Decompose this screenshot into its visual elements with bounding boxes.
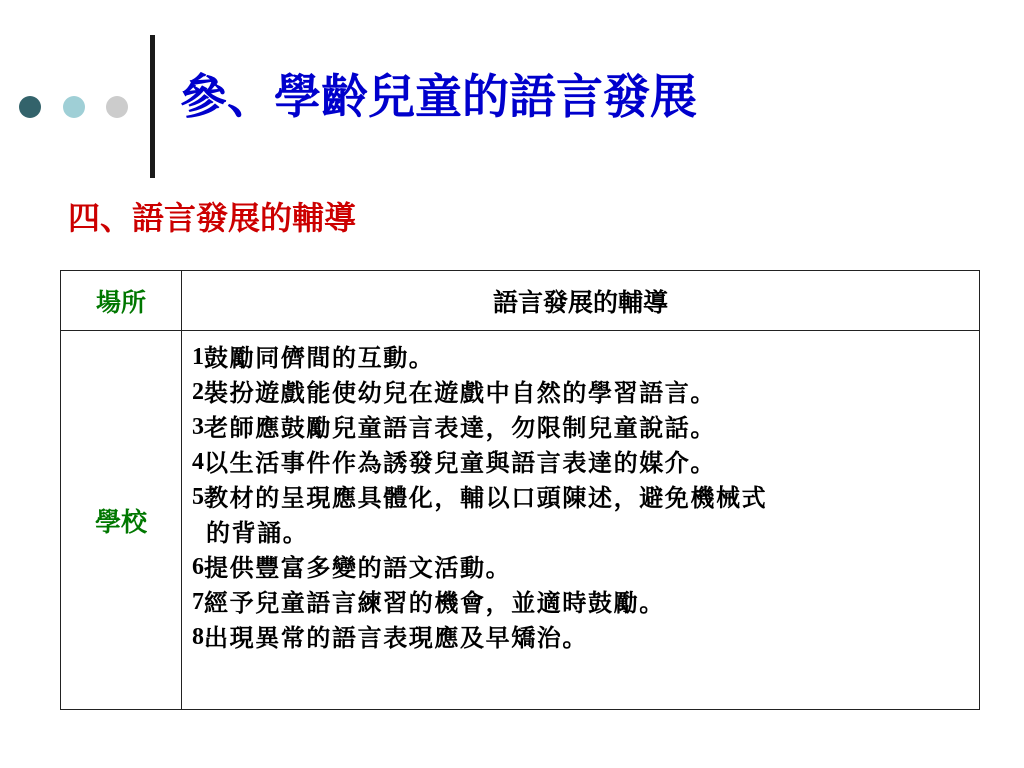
decorative-dot-dark xyxy=(19,96,41,118)
guidance-item-text: 提供豐富多變的語文活動。 xyxy=(204,553,512,582)
guidance-item-text: 經予兒童語言練習的機會，並適時鼓勵。 xyxy=(204,588,665,617)
place-cell: 學校 xyxy=(61,331,182,710)
guidance-item xyxy=(192,445,979,480)
guidance-item-number: 3 xyxy=(192,414,204,440)
guidance-item-number: 6 xyxy=(192,554,204,580)
guidance-item-number: 5 xyxy=(192,484,204,510)
table-header-row xyxy=(61,271,980,331)
guidance-item-number: 1 xyxy=(192,344,204,370)
title-divider xyxy=(150,35,155,178)
guidance-table xyxy=(60,270,980,710)
table-row xyxy=(61,331,980,710)
guidance-item-number: 7 xyxy=(192,589,204,615)
decorative-dot-light xyxy=(63,96,85,118)
slide-title: 參、學齡兒童的語言發展 xyxy=(180,70,697,125)
guidance-cell xyxy=(182,331,980,710)
table-header-guidance: 語言發展的輔導 xyxy=(182,271,980,331)
guidance-item-text: 以生活事件作為誘發兒童與語言表達的媒介。 xyxy=(204,448,716,477)
guidance-item-number: 4 xyxy=(192,449,204,475)
guidance-item-text: 教材的呈現應具體化，輔以口頭陳述，避免機械式 xyxy=(204,483,768,512)
decorative-dot-gray xyxy=(106,96,128,118)
guidance-list xyxy=(192,340,979,655)
guidance-item xyxy=(192,480,979,515)
guidance-item-text: 鼓勵同儕間的互動。 xyxy=(204,343,435,372)
guidance-item-number: 8 xyxy=(192,624,204,650)
guidance-item-number: 2 xyxy=(192,379,204,405)
guidance-item-text: 裝扮遊戲能使幼兒在遊戲中自然的學習語言。 xyxy=(204,378,716,407)
guidance-item xyxy=(192,585,979,620)
guidance-item-text: 老師應鼓勵兒童語言表達，勿限制兒童說話。 xyxy=(204,413,716,442)
guidance-item xyxy=(192,410,979,445)
guidance-item-text: 出現異常的語言表現應及早矯治。 xyxy=(204,623,588,652)
guidance-item-continuation: 的背誦。 xyxy=(206,518,309,547)
section-heading: 四、語言發展的輔導 xyxy=(68,199,357,237)
guidance-item xyxy=(192,620,979,655)
guidance-item xyxy=(192,375,979,410)
guidance-item xyxy=(192,550,979,585)
table-header-place: 場所 xyxy=(61,271,182,331)
guidance-item xyxy=(192,340,979,375)
